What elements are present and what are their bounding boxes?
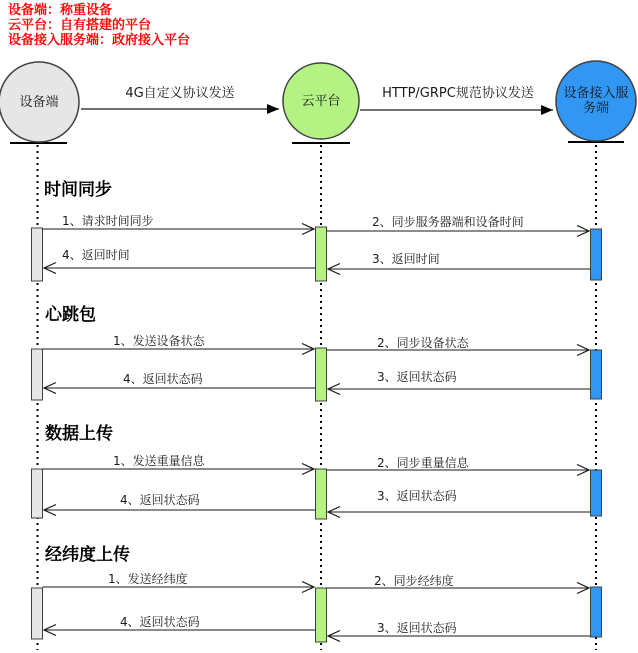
message-label-s2-m2: 2、同步设备状态 bbox=[377, 336, 469, 350]
message-label-s1-m1: 1、请求时间同步 bbox=[62, 214, 154, 228]
top-link-label-cloud-server: HTTP/GRPC规范协议发送 bbox=[382, 86, 534, 101]
message-label-s4-m3: 3、返回状态码 bbox=[377, 621, 457, 635]
message-label-s1-m4: 4、返回时间 bbox=[62, 248, 130, 262]
legend bbox=[8, 3, 190, 48]
activation-bar-cloud-s2 bbox=[316, 348, 327, 401]
section-heading-latlng-upload: 经纬度上传 bbox=[45, 545, 130, 565]
activation-bar-cloud-s4 bbox=[316, 588, 327, 642]
legend-line-cloud: 云平台：自有搭建的平台 bbox=[8, 18, 152, 33]
legend-line-server: 设备接入服务端：政府接入平台 bbox=[8, 33, 191, 48]
activation-bar-server-s4 bbox=[591, 587, 602, 637]
message-label-s1-m3: 3、返回时间 bbox=[372, 252, 440, 266]
activation-bar-device-s3 bbox=[32, 469, 43, 518]
message-label-s3-m4: 4、返回状态码 bbox=[120, 493, 200, 507]
message-label-s3-m2: 2、同步重量信息 bbox=[377, 456, 469, 470]
activation-bar-server-s1 bbox=[591, 229, 602, 280]
message-label-s4-m2: 2、同步经纬度 bbox=[374, 574, 454, 588]
message-label-s1-m2: 2、同步服务器端和设备时间 bbox=[372, 215, 524, 229]
activation-bar-device-s1 bbox=[32, 228, 43, 281]
actor-label-cloud: 云平台 bbox=[301, 93, 341, 109]
message-label-s3-m3: 3、返回状态码 bbox=[377, 489, 457, 503]
message-label-s4-m4: 4、返回状态码 bbox=[120, 615, 200, 629]
actor-label-server: 设备接入服务端 bbox=[563, 86, 629, 116]
activation-bar-device-s4 bbox=[32, 588, 43, 639]
actor-label-device: 设备端 bbox=[19, 94, 59, 110]
activation-bar-device-s2 bbox=[32, 349, 43, 400]
message-label-s2-m3: 3、返回状态码 bbox=[377, 370, 457, 384]
section-heading-time-sync: 时间同步 bbox=[44, 180, 112, 200]
message-label-s3-m1: 1、发送重量信息 bbox=[113, 454, 205, 468]
activation-bar-cloud-s3 bbox=[316, 469, 327, 519]
activation-bar-server-s2 bbox=[591, 350, 602, 399]
message-label-s4-m1: 1、发送经纬度 bbox=[108, 572, 188, 586]
legend-line-device: 设备端：称重设备 bbox=[8, 3, 113, 18]
section-heading-heartbeat: 心跳包 bbox=[45, 305, 96, 325]
top-link-label-device-cloud: 4G自定义协议发送 bbox=[125, 86, 235, 101]
activation-bar-cloud-s1 bbox=[316, 227, 327, 281]
message-label-s2-m4: 4、返回状态码 bbox=[123, 372, 203, 386]
activation-bar-server-s3 bbox=[591, 470, 602, 516]
message-label-s2-m1: 1、发送设备状态 bbox=[113, 334, 205, 348]
section-heading-data-upload: 数据上传 bbox=[45, 424, 113, 444]
